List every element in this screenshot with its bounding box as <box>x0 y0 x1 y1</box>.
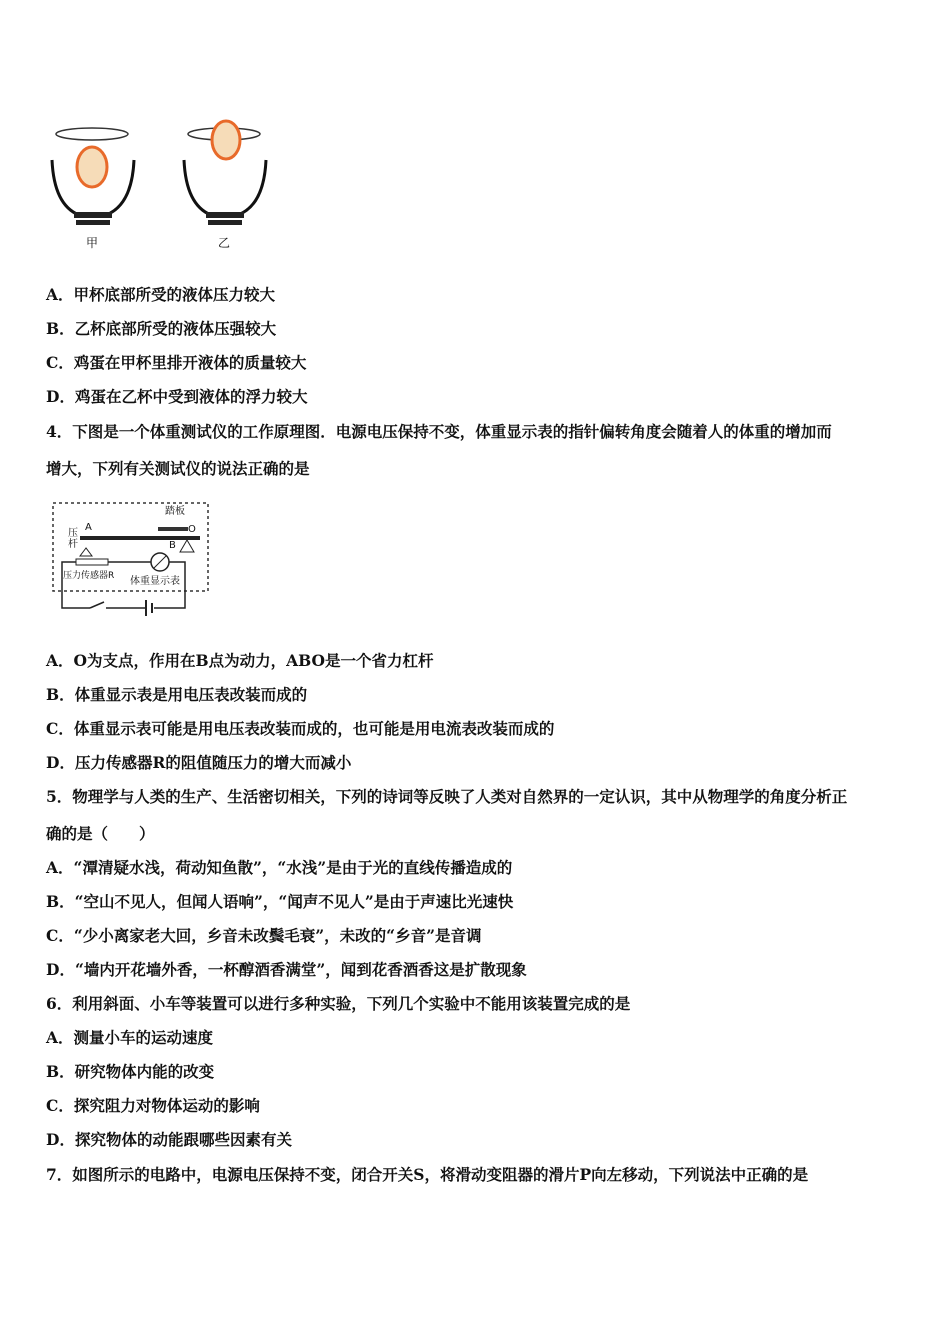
label-meter: 体重显示表 <box>130 576 180 587</box>
label-point-a: A <box>85 522 92 533</box>
label-lever: 压杆 <box>68 528 78 550</box>
q4-option-d[interactable]: D．压力传感器R的阻值随压力的增大而减小 <box>46 753 352 772</box>
label-point-o: O <box>188 524 196 535</box>
q5-option-a[interactable]: A．“潭清疑水浅，荷动知鱼散”，“水浅”是由于光的直线传播造成的 <box>46 858 513 877</box>
weight-scale-circuit-diagram <box>50 500 215 620</box>
q5-option-c[interactable]: C．“少小离家老大回，乡音未改鬓毛衰”，未改的“乡音”是音调 <box>46 926 482 945</box>
q6-option-b[interactable]: B．研究物体内能的改变 <box>46 1062 215 1081</box>
label-point-b: B <box>169 540 176 551</box>
q5-stem-line1: 5．物理学与人类的生产、生活密切相关，下列的诗词等反映了人类对自然界的一定认识，其中从物理学的角度分析正 <box>46 787 848 806</box>
cup-right <box>184 121 266 225</box>
q7-stem: 7．如图所示的电路中，电源电压保持不变，闭合开关S，将滑动变阻器的滑片P向左移动，下列说法中正确的是 <box>46 1165 809 1184</box>
q4-option-c[interactable]: C．体重显示表可能是用电压表改装而成的，也可能是用电流表改装而成的 <box>46 719 555 738</box>
q6-option-d[interactable]: D．探究物体的动能跟哪些因素有关 <box>46 1130 292 1149</box>
cup-label-right: 乙 <box>218 236 231 250</box>
q3-option-d[interactable]: D．鸡蛋在乙杯中受到液体的浮力较大 <box>46 387 308 406</box>
cup-left <box>52 128 134 225</box>
q4-option-b[interactable]: B．体重显示表是用电压表改装而成的 <box>46 685 308 704</box>
q6-option-c[interactable]: C．探究阻力对物体运动的影响 <box>46 1096 260 1115</box>
q3-option-b[interactable]: B．乙杯底部所受的液体压强较大 <box>46 319 277 338</box>
cup-label-left: 甲 <box>86 236 99 250</box>
q5-stem-line2: 确的是（ ） <box>46 824 155 843</box>
q3-option-a[interactable]: A．甲杯底部所受的液体压力较大 <box>46 285 276 304</box>
q4-stem-line2: 增大，下列有关测试仪的说法正确的是 <box>46 459 310 478</box>
q5-option-b[interactable]: B．“空山不见人，但闻人语响”，“闻声不见人”是由于声速比光速快 <box>46 892 514 911</box>
label-pedal: 踏板 <box>165 506 185 517</box>
q5-option-d[interactable]: D．“墙内开花墙外香，一杯醇酒香满堂”，闻到花香酒香这是扩散现象 <box>46 960 527 979</box>
q6-stem: 6．利用斜面、小车等装置可以进行多种实验，下列几个实验中不能用该装置完成的是 <box>46 994 631 1013</box>
label-sensor: 压力传感器R <box>63 571 115 581</box>
q4-option-a[interactable]: A．O为支点，作用在B点为动力，ABO是一个省力杠杆 <box>46 651 434 670</box>
q3-option-c[interactable]: C．鸡蛋在甲杯里排开液体的质量较大 <box>46 353 307 372</box>
q6-option-a[interactable]: A．测量小车的运动速度 <box>46 1028 214 1047</box>
q4-stem-line1: 4．下图是一个体重测试仪的工作原理图．电源电压保持不变，体重显示表的指针偏转角度会随着人的体重的增加而 <box>46 422 832 441</box>
eggs-in-cups-figure <box>44 100 284 260</box>
